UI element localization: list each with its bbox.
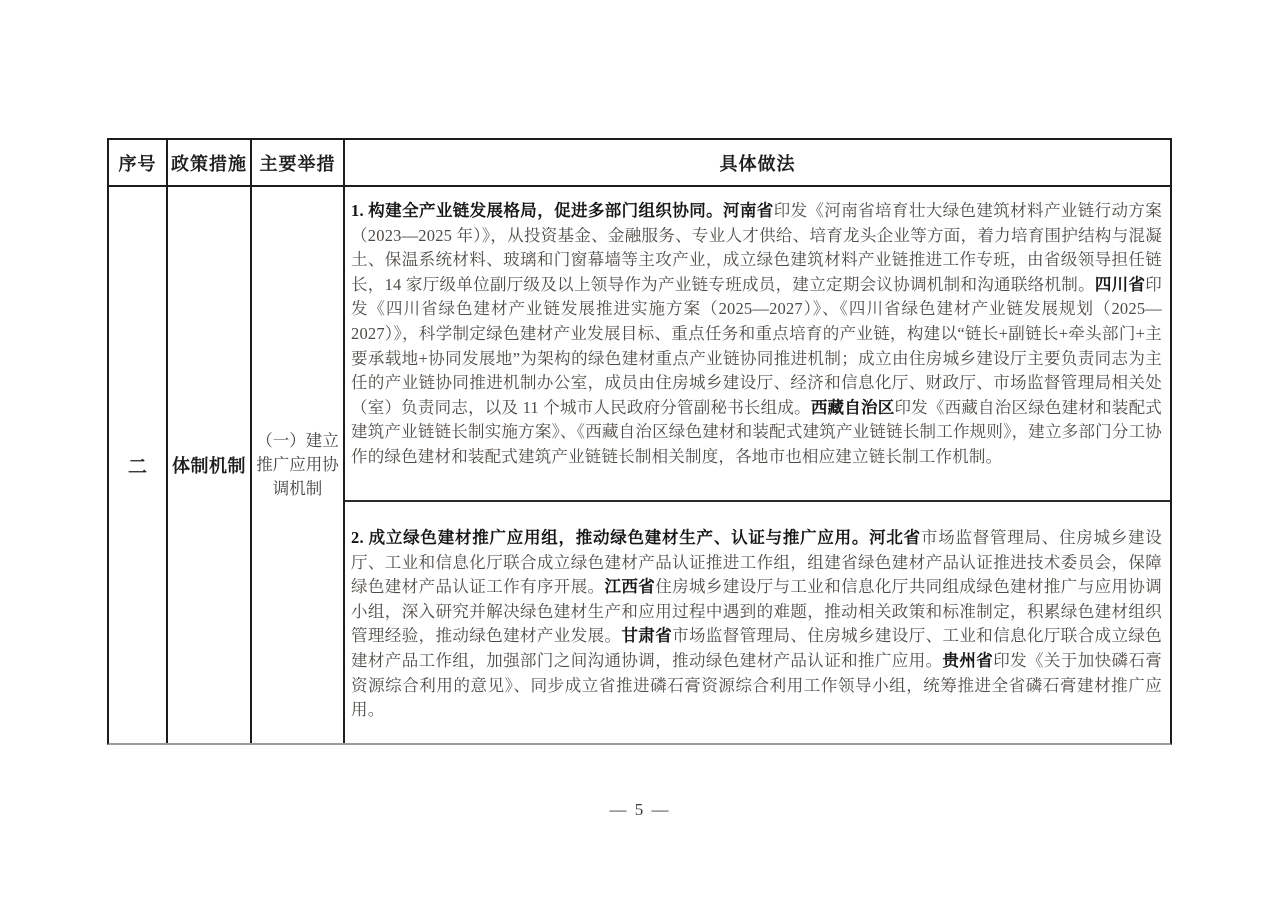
row-measure: 体制机制	[172, 456, 246, 476]
header-details	[345, 140, 1170, 185]
text-segment: 印发《四川省绿色建材产业链发展推进实施方案（2025—2027）》、《四川省绿色建材产业链发展规划（2025—2027）》，科学制定绿色建材产业发展目标、重点任务和重点培育的产业链，构建以“链长+副链长+牵头部门+主要承载地+协同发展地”为架构的绿色建材重点产业链协同推进机制；成立由住房城乡建设厅主要负责同志为主任的产业链协同推进机制办公室，成员由住房城乡建设厅、经济和信息化厅、财政厅、市场监督管理局相关处（室）负责同志，以及 11 个城市人民政府分管副秘书长组成。	[351, 274, 1162, 417]
header-initiative	[252, 140, 345, 185]
province-name-xizang: 西藏自治区	[810, 397, 895, 417]
header-index	[109, 140, 168, 185]
policy-table	[107, 138, 1172, 745]
cell-measure	[168, 187, 252, 743]
province-name-hebei: 河北省	[869, 528, 921, 547]
paragraph-2-lead: 2. 成立绿色建材推广应用组，推动绿色建材生产、认证与推广应用。	[351, 528, 870, 547]
paragraph-1-lead: 1. 构建全产业链发展格局，促进多部门组织协同。	[351, 201, 723, 220]
text-segment: 住房城乡建设厅与工业和信息化厅共同组成绿色建材推广与应用协调小组，深入研究并解决绿色建材生产和应用过程中遇到的难题，推动相关政策和标准制定，积累绿色建材组织管理经验，推动绿色建材产业发展。	[351, 577, 1162, 646]
province-name-henan: 河南省	[723, 201, 774, 220]
text-segment: 印发《关于加快磷石膏资源综合利用的意见》、同步成立省推进磷石膏资源综合利用工作领导小组，统筹推进全省磷石膏建材推广应用。	[351, 650, 1163, 720]
province-name-guizhou: 贵州省	[942, 650, 994, 670]
text-segment: 市场监督管理局、住房城乡建设厅、工业和信息化厅联合成立绿色建材产品认证推进工作组，组建省绿色建材产品认证推进技术委员会，保障绿色建材产品认证工作有序开展。	[351, 528, 1162, 597]
table-row	[109, 187, 1170, 743]
province-name-sichuan: 四川省	[1094, 274, 1146, 294]
row-initiative: （一）建立推广应用协调机制	[256, 431, 339, 498]
cell-details-column	[345, 187, 1170, 743]
cell-index	[109, 187, 168, 743]
province-name-jiangxi: 江西省	[604, 577, 656, 597]
header-measure-label: 政策措施	[171, 153, 247, 174]
row-index: 二	[127, 456, 147, 478]
province-name-gansu: 甘肃省	[621, 626, 673, 646]
header-details-label: 具体做法	[719, 153, 796, 174]
table-header-row	[109, 140, 1170, 187]
header-index-label: 序号	[118, 153, 157, 174]
detail-paragraph-1	[345, 187, 1170, 502]
cell-initiative	[252, 187, 345, 743]
text-segment: 印发《西藏自治区绿色建材和装配式建筑产业链链长制实施方案》、《西藏自治区绿色建材和装配式建筑产业链链长制工作规则》，建立多部门分工协作的绿色建材和装配式建筑产业链链长制相关制度，各地市也相应建立链长制工作机制。	[351, 397, 1162, 466]
header-measure	[168, 140, 252, 185]
detail-paragraph-2	[345, 502, 1170, 743]
text-segment: 印发《河南省培育壮大绿色建筑材料产业链行动方案（2023—2025 年）》，从投资基金、金融服务、专业人才供给、培育龙头企业等方面，着力培育围护结构与混凝土、保温系统材料、玻璃和门窗幕墙等主攻产业，成立绿色建筑材料产业链推进工作专班，由省级领导担任链长，14 家厅级单位副厅级及以上领导作为产业链专班成员，建立定期会议协调机制和沟通联络机制。	[351, 201, 1162, 294]
text-segment: 市场监督管理局、住房城乡建设厅、工业和信息化厅联合成立绿色建材产品工作组，加强部门之间沟通协调，推动绿色建材产品认证和推广应用。	[351, 626, 1162, 670]
page-number: — 5 —	[609, 800, 671, 819]
header-initiative-label: 主要举措	[259, 153, 336, 174]
